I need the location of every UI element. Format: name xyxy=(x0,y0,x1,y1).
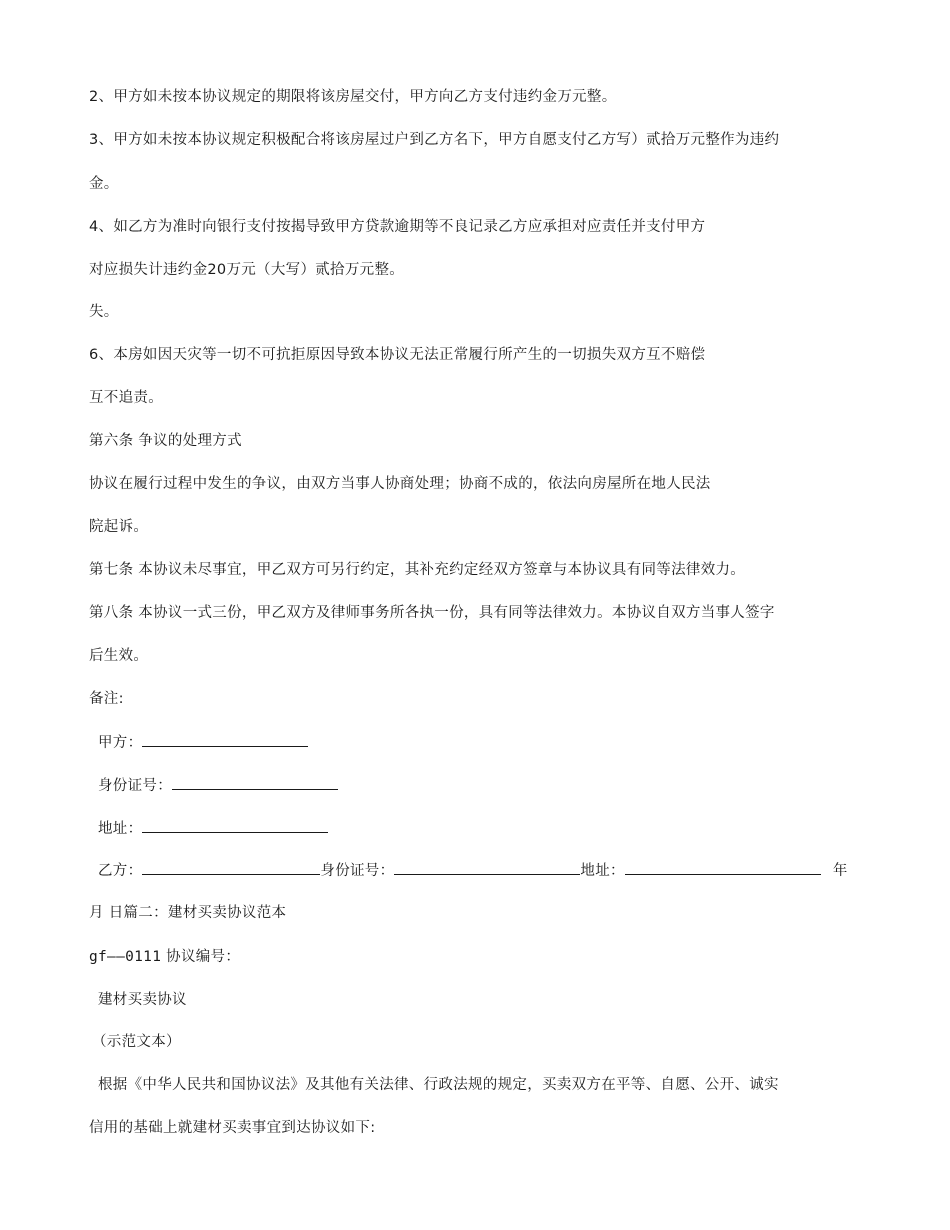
dispute-resolution-text: 协议在履行过程中发生的争议，由双方当事人协商处理；协商不成的，依法向房屋所在地人民法 xyxy=(89,476,711,492)
article-7-text: 第七条 本协议未尽事宜，甲乙双方可另行约定，其补充约定经双方签章与本协议具有同等法律效力。 xyxy=(89,562,746,578)
party-a-label: 甲方： xyxy=(98,735,143,751)
party-b-id-blank[interactable] xyxy=(394,861,580,875)
party-a-blank[interactable] xyxy=(142,733,308,747)
clause-5-fragment: 失。 xyxy=(89,304,119,320)
clause-6-force-majeure: 6、本房如因天灾等一切不可抗拒原因导致本协议无法正常履行所产生的一切损失双方互不赔偿 xyxy=(89,347,706,363)
clause-2-penalty-delivery: 2、甲方如未按本协议规定的期限将该房屋交付，甲方向乙方支付违约金万元整。 xyxy=(89,89,617,105)
sample-text-note: （示范文本） xyxy=(92,1034,181,1050)
clause-6-continuation: 互不追责。 xyxy=(89,390,163,406)
agreement-code-row xyxy=(89,948,240,966)
clause-3-continuation: 金。 xyxy=(89,176,119,192)
agreement-number-label: 协议编号： xyxy=(161,949,241,965)
party-a-id-blank[interactable] xyxy=(172,776,338,790)
party-a-address-row xyxy=(98,819,328,838)
clause-4-bank-payment: 4、如乙方为准时向银行支付按揭导致甲方贷款逾期等不良记录乙方应承担对应责任并支付甲方 xyxy=(89,219,706,235)
article-8-text: 第八条 本协议一式三份，甲乙双方及律师事务所各执一份，具有同等法律效力。本协议自双方当事人签字 xyxy=(89,605,775,621)
clause-3-penalty-transfer: 3、甲方如未按本协议规定积极配合将该房屋过户到乙方名下，甲方自愿支付乙方写）贰拾万元整作为违约 xyxy=(89,132,780,148)
agreement-code: gf——0111 xyxy=(89,949,162,965)
agreement-title: 建材买卖协议 xyxy=(98,992,187,1008)
clause-4-continuation: 对应损失计违约金20万元（大写）贰拾万元整。 xyxy=(89,262,405,278)
date-and-part-two-title: 月 日篇二：建材买卖协议范本 xyxy=(89,905,287,921)
party-b-id-label: 身份证号： xyxy=(320,863,395,879)
party-a-signature-row xyxy=(98,733,308,752)
preamble-continuation: 信用的基础上就建材买卖事宜到达协议如下: xyxy=(89,1120,376,1136)
article-6-heading: 第六条 争议的处理方式 xyxy=(89,433,242,449)
preamble-text: 根据《中华人民共和国协议法》及其他有关法律、行政法规的规定，买卖双方在平等、自愿、公开、诚实 xyxy=(98,1077,779,1093)
dispute-resolution-continuation: 院起诉。 xyxy=(89,519,149,535)
year-label: 年 xyxy=(832,863,848,879)
party-a-address-label: 地址： xyxy=(98,821,143,837)
party-a-id-label: 身份证号： xyxy=(98,778,172,794)
party-b-label: 乙方： xyxy=(98,863,143,879)
party-a-id-row xyxy=(98,776,338,795)
party-b-address-label: 地址： xyxy=(580,863,625,879)
party-b-blank[interactable] xyxy=(142,861,320,875)
article-8-continuation: 后生效。 xyxy=(89,648,149,664)
party-b-address-blank[interactable] xyxy=(625,861,821,875)
remarks-label: 备注: xyxy=(89,691,124,707)
party-b-signature-row xyxy=(98,861,848,880)
party-a-address-blank[interactable] xyxy=(142,819,328,833)
